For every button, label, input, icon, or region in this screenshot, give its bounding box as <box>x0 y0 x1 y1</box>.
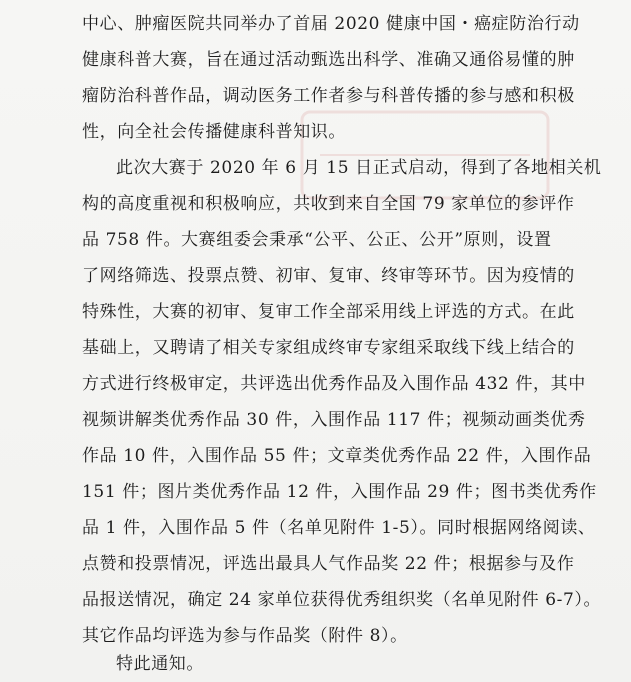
paragraph-2-line-13: 品报送情况，确定 24 家单位获得优秀组织奖（名单见附件 6-7）。 <box>82 590 602 610</box>
paragraph-3-line-1: 特此通知。 <box>116 654 204 674</box>
paragraph-1-line-4: 性，向全社会传播健康科普知识。 <box>82 122 346 142</box>
paragraph-2-line-6: 基础上，又聘请了相关专家组成终审专家组采取线下线上结合的 <box>82 338 575 358</box>
paragraph-2-line-10: 151 件；图片类优秀作品 12 件，入围作品 29 件；图书类优秀作 <box>82 482 597 502</box>
paragraph-2-line-14: 其它作品均评选为参与作品奖（附件 8）。 <box>82 626 408 646</box>
paragraph-1-line-3: 瘤防治科普作品，调动医务工作者参与科普传播的参与感和积极 <box>82 86 575 106</box>
paragraph-2-line-4: 了网络筛选、投票点赞、初审、复审、终审等环节。因为疫情的 <box>82 266 575 286</box>
paragraph-1-line-1: 中心、肿瘤医院共同举办了首届 2020 健康中国・癌症防治行动 <box>82 14 580 34</box>
paragraph-2-line-5: 特殊性，大赛的初审、复审工作全部采用线上评选的方式。在此 <box>82 302 575 322</box>
paragraph-2-line-2: 构的高度重视和积极响应，共收到来自全国 79 家单位的参评作 <box>82 194 575 214</box>
paragraph-2-line-12: 点赞和投票情况，评选出最具人气作品奖 22 件；根据参与及作 <box>82 554 575 574</box>
paragraph-2-line-11: 品 1 件，入围作品 5 件（名单见附件 1-5）。同时根据网络阅读、 <box>82 518 596 538</box>
paragraph-2-line-8: 视频讲解类优秀作品 30 件，入围作品 117 件；视频动画类优秀 <box>82 410 586 430</box>
paragraph-2-line-1: 此次大赛于 2020 年 6 月 15 日正式启动，得到了各地相关机 <box>116 158 602 178</box>
paragraph-1-line-2: 健康科普大赛，旨在通过活动甄选出科学、准确又通俗易懂的肿 <box>82 50 575 70</box>
paragraph-2-line-3: 品 758 件。大赛组委会秉承“公平、公正、公开”原则，设置 <box>82 230 552 250</box>
paragraph-2-line-7: 方式进行终极审定，共评选出优秀作品及入围作品 432 件，其中 <box>82 374 586 394</box>
paragraph-2-line-9: 作品 10 件，入围作品 55 件；文章类优秀作品 22 件，入围作品 <box>82 446 592 466</box>
